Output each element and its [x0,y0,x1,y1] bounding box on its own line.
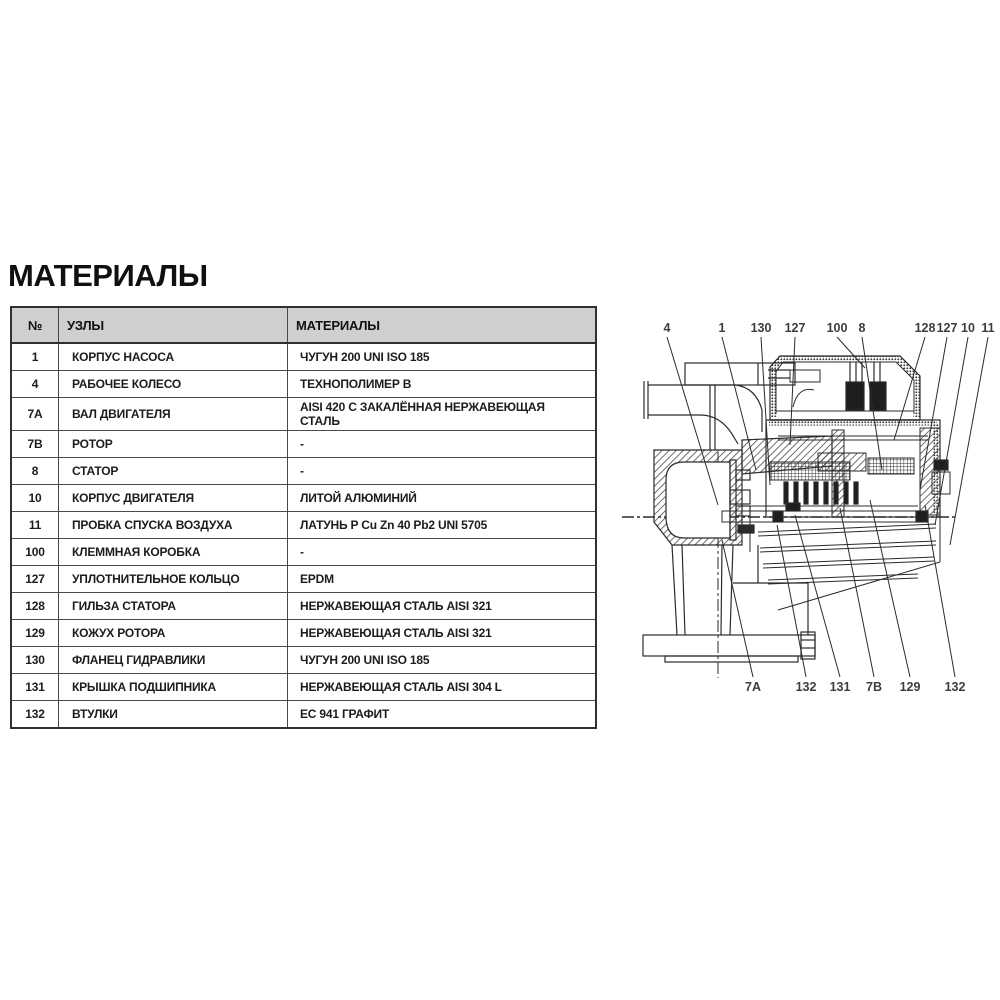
cell-material: НЕРЖАВЕЮЩАЯ СТАЛЬ AISI 321 [288,620,597,647]
pump-cross-section-diagram [618,310,1000,710]
materials-table [10,306,597,729]
cell-material: EC 941 ГРАФИТ [288,701,597,729]
table-row [11,343,596,371]
table-row [11,512,596,539]
table-row [11,593,596,620]
table-header [11,307,596,343]
cell-material: НЕРЖАВЕЮЩАЯ СТАЛЬ AISI 304 L [288,674,597,701]
table-row [11,647,596,674]
bottom-flange [643,632,815,662]
table-row [11,620,596,647]
table-row [11,566,596,593]
callout-label: 127 [784,321,806,335]
page-title: МАТЕРИАЛЫ [8,258,208,293]
cell-part: ФЛАНЕЦ ГИДРАВЛИКИ [59,647,288,674]
cell-material: ЛИТОЙ АЛЮМИНИЙ [288,485,597,512]
cell-material: - [288,431,597,458]
table-row [11,674,596,701]
callout-label: 132 [944,680,966,694]
cell-part: КОРПУС НАСОСА [59,343,288,371]
table-row [11,371,596,398]
cell-material: - [288,539,597,566]
cell-num: 127 [11,566,59,593]
callout-label: 131 [829,680,851,694]
cell-part: УПЛОТНИТЕЛЬНОЕ КОЛЬЦО [59,566,288,593]
cell-num: 1 [11,343,59,371]
pump-drawing [622,356,958,678]
cell-material: ЛАТУНЬ P Cu Zn 40 Pb2 UNI 5705 [288,512,597,539]
cell-num: 4 [11,371,59,398]
table-body [11,343,596,728]
cell-material: ЧУГУН 200 UNI ISO 185 [288,343,597,371]
leader-line [950,337,988,545]
table-row [11,485,596,512]
cell-part: РОТОР [59,431,288,458]
cell-material: AISI 420 C ЗАКАЛЁННАЯ НЕРЖАВЕЮЩАЯ СТАЛЬ [288,398,597,431]
cell-num: 8 [11,458,59,485]
callout-label: 129 [899,680,921,694]
leader-line [837,337,865,368]
cell-part: КОЖУХ РОТОРА [59,620,288,647]
cell-num: 128 [11,593,59,620]
cell-num: 100 [11,539,59,566]
cell-num: 7A [11,398,59,431]
table-row [11,398,596,431]
callout-label: 4 [663,321,671,335]
cell-part: РАБОЧЕЕ КОЛЕСО [59,371,288,398]
casing-window [666,462,730,538]
cell-part: КРЫШКА ПОДШИПНИКА [59,674,288,701]
callout-label: 10 [961,321,975,335]
cell-part: КОРПУС ДВИГАТЕЛЯ [59,485,288,512]
header-parts: УЗЛЫ [59,307,288,343]
cell-part: ПРОБКА СПУСКА ВОЗДУХА [59,512,288,539]
callout-label: 100 [826,321,848,335]
cell-material: - [288,458,597,485]
callout-label: 8 [858,321,866,335]
cell-num: 7B [11,431,59,458]
table-row [11,458,596,485]
bearing-cover [786,503,800,511]
cell-part: ГИЛЬЗА СТАТОРА [59,593,288,620]
cell-part: ВАЛ ДВИГАТЕЛЯ [59,398,288,431]
leader-line [790,337,795,445]
cell-num: 129 [11,620,59,647]
cell-material: ЧУГУН 200 UNI ISO 185 [288,647,597,674]
table-row [11,431,596,458]
cell-num: 132 [11,701,59,729]
callout-label: 1 [718,321,726,335]
cell-material: EPDM [288,566,597,593]
cell-num: 11 [11,512,59,539]
callout-label: 7A [745,680,761,694]
callout-label: 7B [866,680,882,694]
callout-label: 127 [936,321,958,335]
cell-num: 130 [11,647,59,674]
callout-label: 130 [750,321,772,335]
callout-label: 132 [795,680,817,694]
leader-line [840,508,874,677]
header-number: № [11,307,59,343]
rotor-shaft [722,503,928,522]
cell-num: 131 [11,674,59,701]
callout-label: 11 [981,321,995,335]
cell-num: 10 [11,485,59,512]
table-row [11,701,596,729]
header-materials: МАТЕРИАЛЫ [288,307,597,343]
cell-part: СТАТОР [59,458,288,485]
cell-part: ВТУЛКИ [59,701,288,729]
cell-part: КЛЕММНАЯ КОРОБКА [59,539,288,566]
cell-material: НЕРЖАВЕЮЩАЯ СТАЛЬ AISI 321 [288,593,597,620]
leader-line [777,525,806,677]
table-row [11,539,596,566]
callout-label: 128 [914,321,936,335]
cell-material: ТЕХНОПОЛИМЕР B [288,371,597,398]
